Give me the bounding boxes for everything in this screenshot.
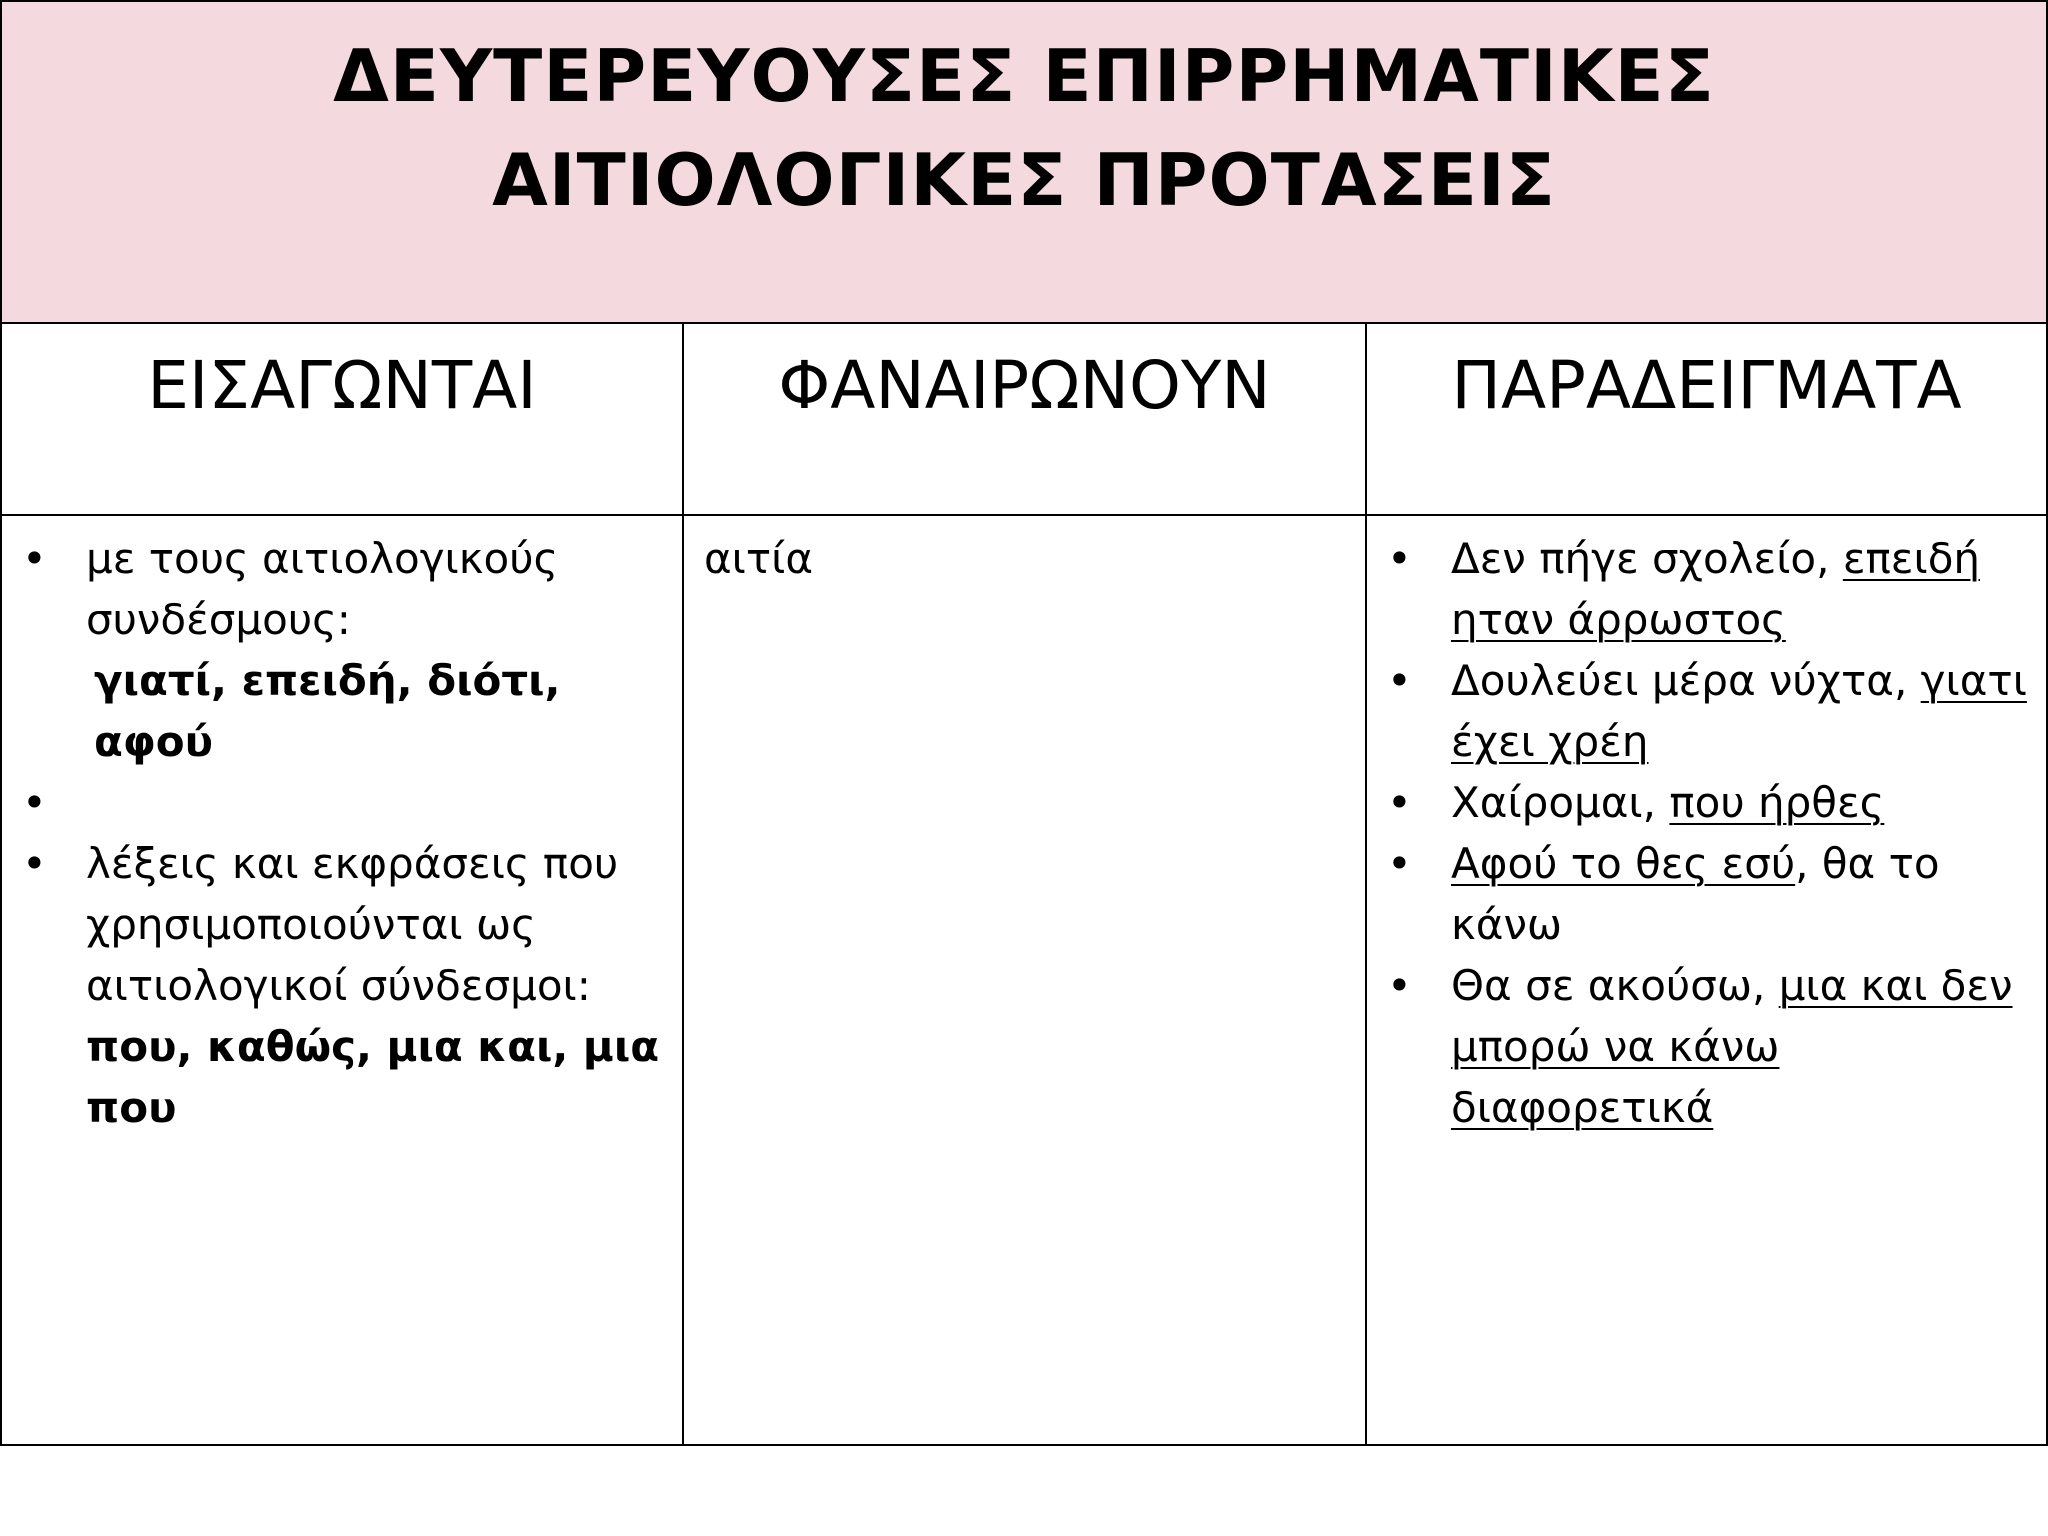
introduced-text-1: με τους αιτιολογικούς συνδέσμους: <box>86 534 559 644</box>
example-text: Χαίρομαι, <box>1451 778 1670 827</box>
example-clause: μια και δεν μπορώ να κάνω διαφορετικά <box>1451 961 2013 1132</box>
example-item <box>1387 650 2034 772</box>
cell-introduced <box>2 516 684 1444</box>
example-clause: γιατι έχει χρέη <box>1451 656 2027 766</box>
title-line-2: ΑΙΤΙΟΛΟΓΙΚΕΣ ΠΡΟΤΑΣΕΙΣ <box>492 138 1556 222</box>
introduced-conjunctions: γιατί, επειδή, διότι, αφού <box>94 656 561 766</box>
cell-examples <box>1367 516 2046 1444</box>
introduced-text-2: λέξεις και εκφράσεις που χρησιμοποιούνται ως αιτιολογικοί σύνδεσμοι: <box>86 839 619 1010</box>
list-item <box>22 833 666 1138</box>
express-text: αιτία <box>704 534 814 583</box>
title-banner <box>2 2 2046 324</box>
example-item <box>1387 528 2034 650</box>
header-express: ΦΑΝΑΙΡΩΝΟΥΝ <box>684 324 1367 516</box>
example-item <box>1387 955 2034 1138</box>
cell-express <box>684 516 1367 1444</box>
example-item <box>1387 833 2034 955</box>
example-text: Θα σε ακούσω, <box>1451 961 1779 1010</box>
example-clause: που ήρθες <box>1669 778 1885 827</box>
introduced-expressions: που, καθώς, μια και, μια που <box>86 1022 660 1132</box>
header-examples: ΠΑΡΑΔΕΙΓΜΑΤΑ <box>1367 324 2046 516</box>
example-item <box>1387 772 2034 833</box>
header-introduced: ΕΙΣΑΓΩΝΤΑΙ <box>2 324 684 516</box>
example-clause: επειδή ηταν άρρωστος <box>1451 534 1981 644</box>
title-line-1: ΔΕΥΤΕΡΕΥΟΥΣΕΣ ΕΠΙΡΡΗΜΑΤΙΚΕΣ <box>333 34 1715 118</box>
example-text: Δεν πήγε σχολείο, <box>1451 534 1843 583</box>
example-text: , θα το κάνω <box>1451 839 1940 949</box>
example-text: Δουλεύει μέρα νύχτα, <box>1451 656 1921 705</box>
example-clause: Αφού το θες εσύ <box>1451 839 1796 888</box>
list-item <box>22 528 666 772</box>
